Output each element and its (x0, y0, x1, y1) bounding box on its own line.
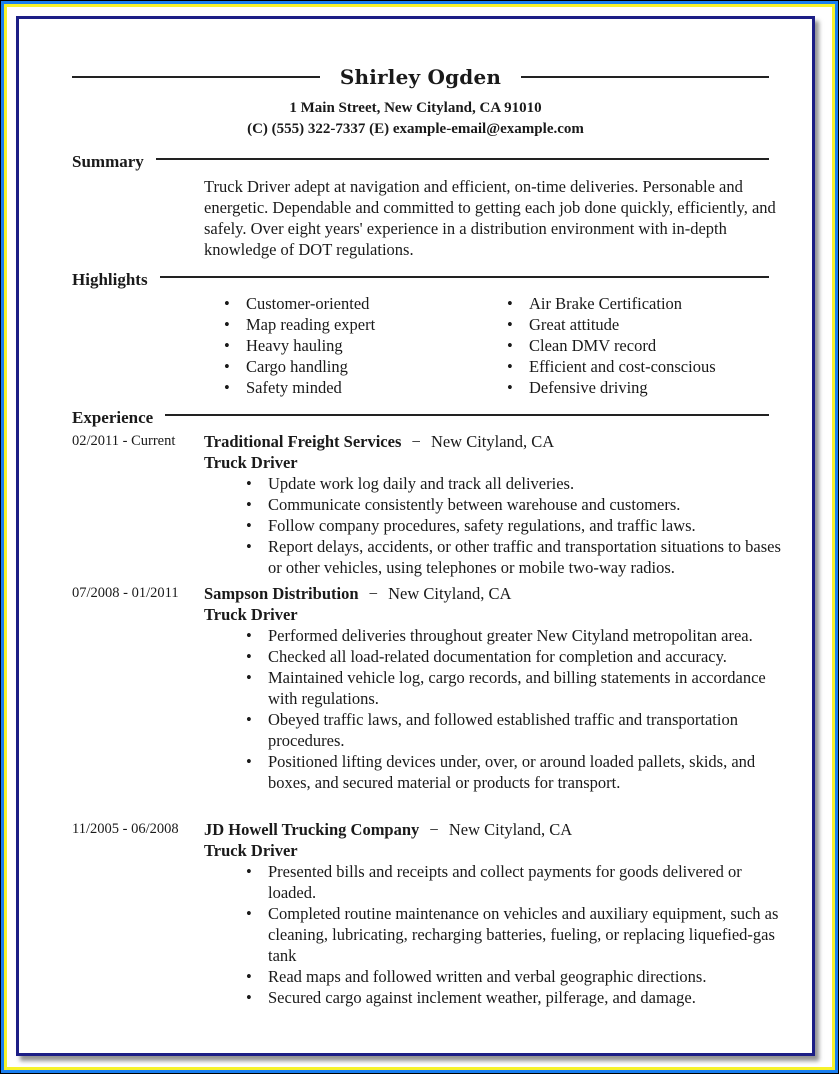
duty-item: • Obeyed traffic laws, and followed established traffic and transportation procedures. (246, 709, 784, 751)
job-dates: 02/2011 - Current (72, 433, 176, 449)
highlight-item: • Map reading expert (224, 314, 375, 335)
address: 1 Main Street, New Cityland, CA 91010 (289, 100, 542, 116)
job-dates: 11/2005 - 06/2008 (72, 821, 179, 837)
highlights-left (224, 293, 375, 398)
job-duties (204, 473, 784, 578)
section-title: Highlights (72, 270, 148, 289)
duty-item: • Read maps and followed written and verbal geographic directions. (246, 966, 784, 987)
experience-heading (72, 408, 769, 428)
duty-item: • Checked all load-related documentation for completion and accuracy. (246, 646, 784, 667)
separator: − (411, 432, 421, 451)
job-duties (204, 625, 784, 793)
resume-page (16, 16, 815, 1056)
highlight-item: • Defensive driving (507, 377, 716, 398)
summary-heading (72, 152, 769, 172)
duty-item: • Positioned lifting devices under, over, or around loaded pallets, skids, and boxes, and secured material or products for transport. (246, 751, 784, 793)
highlights-heading (72, 270, 769, 290)
candidate-name: Shirley Ogden (339, 65, 502, 89)
highlight-item: • Great attitude (507, 314, 716, 335)
duty-item: • Maintained vehicle log, cargo records, and billing statements in accordance with regulations. (246, 667, 784, 709)
separator: − (368, 584, 378, 603)
job-location: New Cityland, CA (448, 820, 573, 839)
company-name: Traditional Freight Services (204, 432, 402, 451)
job-title: Truck Driver (204, 605, 298, 624)
name-header (72, 65, 769, 89)
job-location: New Cityland, CA (388, 584, 512, 603)
duty-item: • Report delays, accidents, or other traffic and transportation situations to bases or other vehicles, using telephones or mobile two-way radios. (246, 536, 784, 578)
section-divider (156, 158, 769, 160)
contact-info: (C) (555) 322-7337 (E) example-email@example.com (247, 121, 584, 137)
section-divider (160, 276, 769, 278)
highlight-item: • Safety minded (224, 377, 375, 398)
section-divider (165, 414, 769, 416)
separator: − (429, 820, 439, 839)
company-name: JD Howell Trucking Company (204, 820, 420, 839)
job-title: Truck Driver (204, 453, 298, 472)
job-title: Truck Driver (204, 841, 298, 860)
company-name: Sampson Distribution (204, 584, 359, 603)
highlights-right (507, 293, 716, 398)
duty-item: • Completed routine maintenance on vehicles and auxiliary equipment, such as cleaning, lubricating, recharging batteries, fueling, or replacing liquefied-gas tank (246, 903, 784, 966)
highlight-item: • Heavy hauling (224, 335, 375, 356)
section-title: Summary (72, 152, 144, 171)
highlight-item: • Air Brake Certification (507, 293, 716, 314)
duty-item: • Follow company procedures, safety regulations, and traffic laws. (246, 515, 784, 536)
highlight-item: • Customer-oriented (224, 293, 375, 314)
job-duties (204, 861, 784, 1008)
highlight-item: • Efficient and cost-conscious (507, 356, 716, 377)
divider-left (72, 76, 320, 78)
duty-item: • Communicate consistently between warehouse and customers. (246, 494, 784, 515)
summary-text: Truck Driver adept at navigation and efficient, on-time deliveries. Personable and energetic. Dependable and committed to getting each job done quickly, efficiently, and safely. Over eight years' experience in a distribution environment with in-depth knowledge of DOT regulations. (204, 177, 776, 259)
job-dates: 07/2008 - 01/2011 (72, 585, 179, 601)
highlight-item: • Clean DMV record (507, 335, 716, 356)
duty-item: • Secured cargo against inclement weather, pilferage, and damage. (246, 987, 784, 1008)
job-location: New Cityland, CA (430, 432, 555, 451)
highlight-item: • Cargo handling (224, 356, 375, 377)
duty-item: • Update work log daily and track all deliveries. (246, 473, 784, 494)
duty-item: • Presented bills and receipts and collect payments for goods delivered or loaded. (246, 861, 784, 903)
divider-right (521, 76, 769, 78)
duty-item: • Performed deliveries throughout greater New Cityland metropolitan area. (246, 625, 784, 646)
section-title: Experience (72, 408, 154, 427)
